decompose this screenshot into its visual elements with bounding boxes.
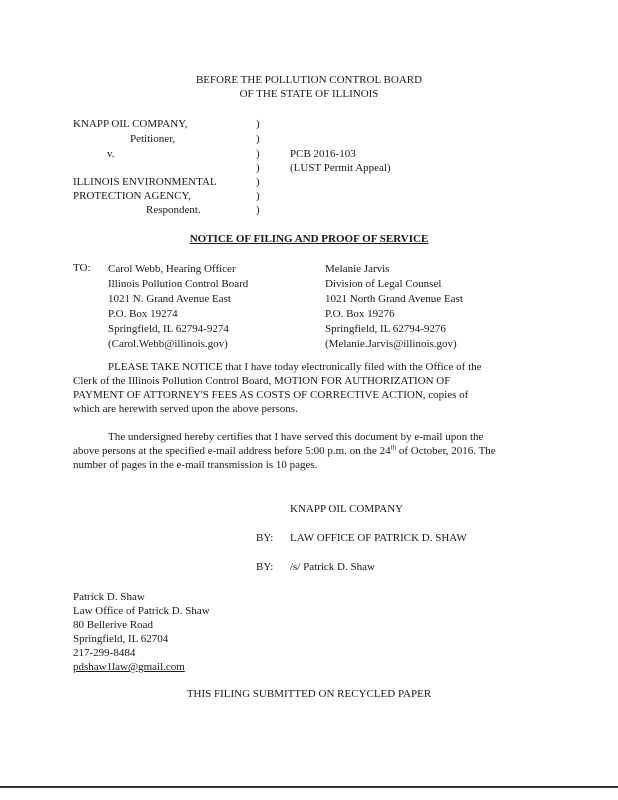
attorney-contact-block: [73, 590, 210, 674]
caption-paren: ): [256, 162, 260, 174]
board-heading-line2: OF THE STATE OF ILLINOIS: [239, 88, 379, 100]
recipient-street: 1021 North Grand Avenue East: [325, 293, 463, 305]
caption-respondent-role: Respondent.: [146, 204, 201, 216]
signature-electronic: /s/ Patrick D. Shaw: [290, 561, 375, 573]
attorney-city: Springfield, IL 62704: [73, 633, 169, 645]
attorney-office: Law Office of Patrick D. Shaw: [73, 605, 210, 617]
attorney-name: Patrick D. Shaw: [73, 591, 145, 603]
caption-petitioner-role: Petitioner,: [130, 133, 176, 145]
caption-respondent-name-2: PROTECTION AGENCY,: [73, 190, 191, 202]
recipient-org: Division of Legal Counsel: [325, 278, 442, 290]
certification-text: of October, 2016. The: [396, 445, 496, 457]
caption-row: [0, 118, 618, 131]
signature-company: KNAPP OIL COMPANY: [290, 503, 404, 515]
attorney-phone: 217-299-8484: [73, 647, 136, 659]
page-bottom-edge: [0, 786, 618, 788]
recipient-org: Illinois Pollution Control Board: [108, 278, 249, 290]
recipient-pobox: P.O. Box 19276: [325, 308, 395, 320]
recipient-city: Springfield, IL 62794-9274: [108, 323, 229, 335]
caption-row: [0, 133, 618, 146]
caption-respondent-name-1: ILLINOIS ENVIRONMENTAL: [73, 176, 217, 188]
ordinal-suffix: th: [390, 443, 397, 452]
notice-line: PAYMENT OF ATTORNEY'S FEES AS COSTS OF CORRECTIVE ACTION, copies of: [73, 389, 469, 401]
certification-line: The undersigned hereby certifies that I have served this document by e-mail upon the: [108, 431, 484, 443]
certification-text: above persons at the specified e-mail address before 5:00 p.m. on the 24: [73, 445, 391, 457]
recipient-name: Carol Webb, Hearing Officer: [108, 263, 236, 275]
recipient-hearing-officer: [108, 262, 248, 352]
caption-row: [0, 148, 618, 161]
to-label: TO:: [73, 262, 91, 274]
caption-paren: ): [256, 133, 260, 145]
certification-line: number of pages in the e-mail transmission is 10 pages.: [73, 459, 318, 471]
caption-row: [0, 176, 618, 189]
caption-row: [0, 204, 618, 217]
attorney-email-link[interactable]: pdshaw1law@gmail.com: [73, 661, 185, 673]
notice-line: which are herewith served upon the above persons.: [73, 403, 298, 415]
caption-paren: ): [256, 204, 260, 216]
caption-paren: ): [256, 118, 260, 130]
notice-title: NOTICE OF FILING AND PROOF OF SERVICE: [189, 233, 429, 245]
signature-by-label: BY:: [256, 532, 274, 544]
signature-law-office: LAW OFFICE OF PATRICK D. SHAW: [290, 532, 467, 544]
signature-by-label: BY:: [256, 561, 274, 573]
recipient-legal-counsel: [325, 262, 463, 352]
caption-paren: ): [256, 148, 260, 160]
notice-line: PLEASE TAKE NOTICE that I have today electronically filed with the Office of the: [108, 361, 482, 373]
caption-row: [0, 162, 618, 175]
certification-paragraph: [73, 430, 545, 472]
recipient-name: Melanie Jarvis: [325, 263, 390, 275]
recipient-street: 1021 N. Grand Avenue East: [108, 293, 231, 305]
caption-row: [0, 190, 618, 203]
certification-line: [73, 444, 545, 458]
recipient-city: Springfield, IL 62794-9276: [325, 323, 446, 335]
attorney-street: 80 Bellerive Road: [73, 619, 154, 631]
recipient-email: (Carol.Webb@illinois.gov): [108, 338, 228, 350]
recipient-email: (Melanie.Jarvis@illinois.gov): [325, 338, 457, 350]
caption-petitioner-name: KNAPP OIL COMPANY,: [73, 118, 188, 130]
board-heading-line1: BEFORE THE POLLUTION CONTROL BOARD: [195, 74, 423, 86]
case-type: (LUST Permit Appeal): [290, 162, 391, 174]
caption-paren: ): [256, 176, 260, 188]
caption-paren: ): [256, 190, 260, 202]
notice-line: Clerk of the Illinois Pollution Control Board, MOTION FOR AUTHORIZATION OF: [73, 375, 451, 387]
recycled-paper-footer: THIS FILING SUBMITTED ON RECYCLED PAPER: [186, 688, 432, 700]
caption-versus: v.: [107, 148, 115, 160]
recipient-pobox: P.O. Box 19274: [108, 308, 178, 320]
case-number: PCB 2016-103: [290, 148, 356, 160]
notice-paragraph: [73, 360, 545, 416]
